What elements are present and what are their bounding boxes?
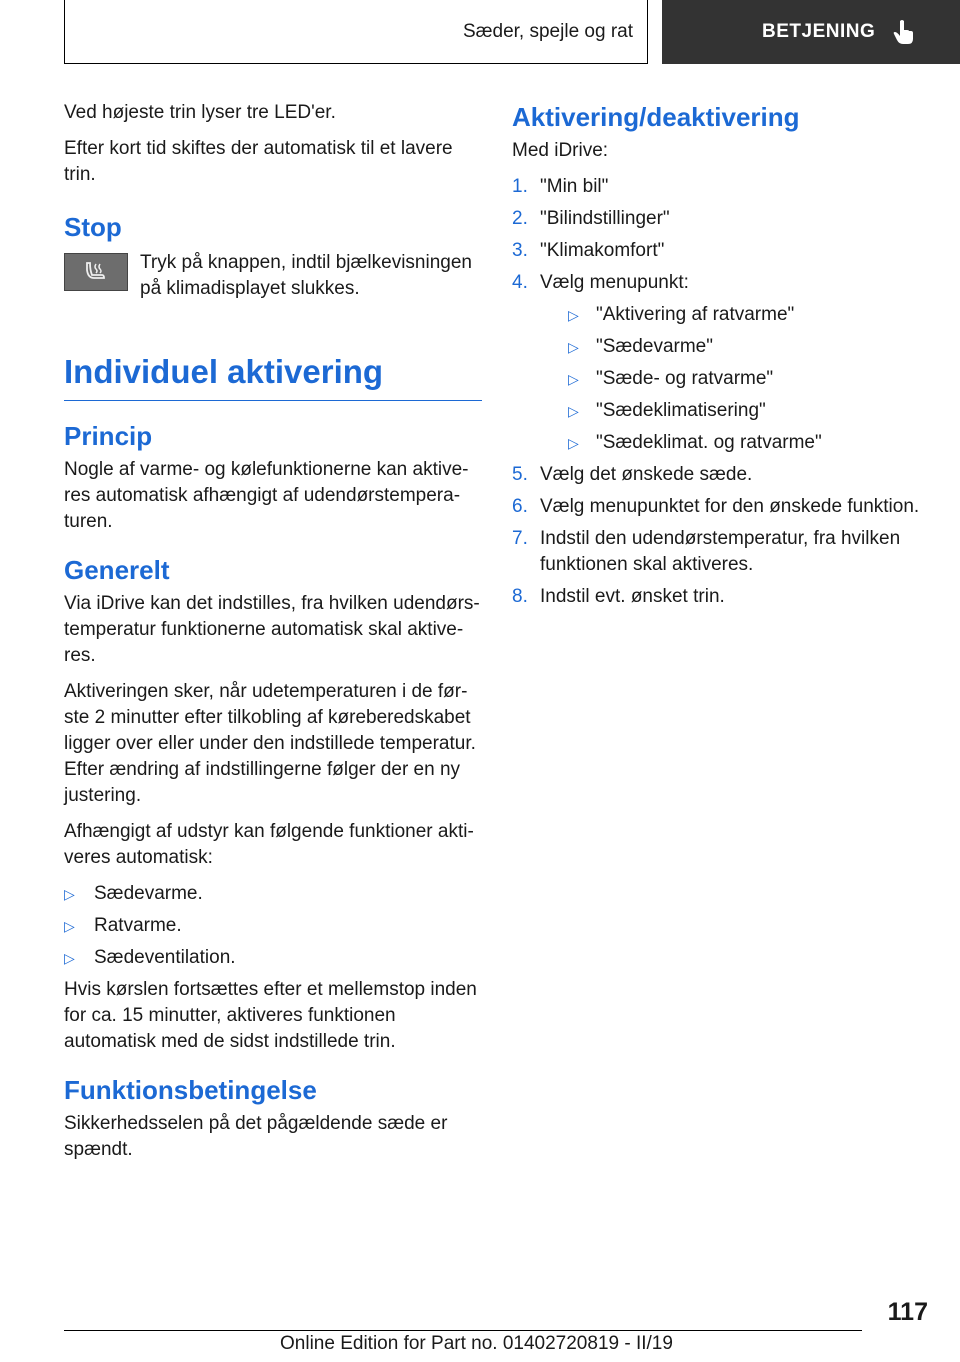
page-number: 117 <box>887 1298 928 1326</box>
list-item: ▷ Ratvarme. <box>64 913 482 939</box>
list-item: 1. "Min bil" <box>512 176 609 197</box>
stop-heading: Stop <box>64 212 122 242</box>
aktivering-heading: Aktivering/deaktivering <box>512 102 800 132</box>
list-item: 6. Vælg menupunktet for den ønskede funktion. <box>512 496 920 517</box>
funktionsbetingelse-heading: Funktionsbetingelse <box>64 1075 317 1105</box>
paragraph: Hvis kørslen fortsættes efter et mellemstop inden for ca. 15 minutter, aktiveres funktionen automatisk med de sidst indstillede trin. <box>64 979 477 1052</box>
triangle-right-icon: ▷ <box>568 339 579 355</box>
stop-text: Tryk på knappen, indtil bjælkevisningen på klimadisplayet slukkes. <box>140 252 472 299</box>
list-item: ▷ Sædeventilation. <box>64 945 482 971</box>
triangle-right-icon: ▷ <box>568 435 579 451</box>
funktionsbetingelse-text: Sikkerhedsselen på det pågældende sæde er spændt. <box>64 1113 448 1160</box>
list-item: ▷ "Sædevarme" <box>568 334 932 360</box>
right-column <box>512 100 932 616</box>
paragraph: Afhængigt af udstyr kan følgende funktioner aktiveres automatisk: <box>64 821 474 868</box>
header-section <box>64 0 648 64</box>
feature-list <box>64 881 482 971</box>
list-item: 7. Indstil den udendørstemperatur, fra hvilken funktionen skal aktiveres. <box>512 528 901 575</box>
list-item: 8. Indstil evt. ønsket trin. <box>512 586 725 607</box>
header-chapter <box>662 0 960 64</box>
list-item: ▷ Sædevarme. <box>64 881 482 907</box>
left-column <box>64 100 482 1173</box>
list-item: 5. Vælg det ønskede sæde. <box>512 464 753 485</box>
generelt-heading: Generelt <box>64 555 170 585</box>
list-item: ▷ "Sædeklimat. og ratvarme" <box>568 430 932 456</box>
page-title: Individuel aktivering <box>64 352 482 401</box>
triangle-right-icon: ▷ <box>568 371 579 387</box>
seat-heating-button-icon <box>64 253 128 291</box>
paragraph: Via iDrive kan det indstilles, fra hvilken udendørstemperatur funktionerne automatisk skal aktiveres. <box>64 593 480 666</box>
paragraph: Ved højeste trin lyser tre LED'er. <box>64 102 336 123</box>
paragraph: Aktiveringen sker, når udetemperaturen i de første 2 minutter efter tilkobling af køreberedskabet ligger over eller under den indstillede temperatur. Efter ændring af indstillingerne følger der en ny justering. <box>64 681 476 806</box>
list-item: ▷ "Aktivering af ratvarme" <box>568 302 932 328</box>
header-chapter-title: BETJENING <box>762 21 876 42</box>
list-item: 3. "Klimakomfort" <box>512 240 665 261</box>
list-item: 2. "Bilindstillinger" <box>512 208 670 229</box>
triangle-right-icon: ▷ <box>568 403 579 419</box>
triangle-right-icon: ▷ <box>568 307 579 323</box>
triangle-right-icon: ▷ <box>64 950 75 966</box>
edition-footer: Online Edition for Part no. 01402720819 - II/19 <box>280 1333 673 1354</box>
steps-list <box>512 174 932 610</box>
stop-row <box>64 250 482 312</box>
list-item: 4. Vælg menupunkt: ▷ "Aktivering af ratvarme" ▷ "Sædevarme" ▷ "Sæde- og ratvarme" ▷ "Sædeklimatisering" ▷ "Sædeklimat. og ratvarme" <box>512 270 932 456</box>
triangle-right-icon: ▷ <box>64 918 75 934</box>
hand-pointer-icon <box>893 19 915 45</box>
paragraph: Efter kort tid skiftes der automatisk til et lavere trin. <box>64 138 453 185</box>
footer-divider <box>64 1330 862 1331</box>
intro-text: Med iDrive: <box>512 140 609 161</box>
princip-text: Nogle af varme- og kølefunktionerne kan aktiveres automatisk afhængigt af udendørstemperaturen. <box>64 459 469 532</box>
header-section-title: Sæder, spejle og rat <box>462 20 633 42</box>
princip-heading: Princip <box>64 421 153 451</box>
sub-list <box>568 302 932 456</box>
list-item: ▷ "Sædeklimatisering" <box>568 398 932 424</box>
list-item: ▷ "Sæde- og ratvarme" <box>568 366 932 392</box>
triangle-right-icon: ▷ <box>64 886 75 902</box>
